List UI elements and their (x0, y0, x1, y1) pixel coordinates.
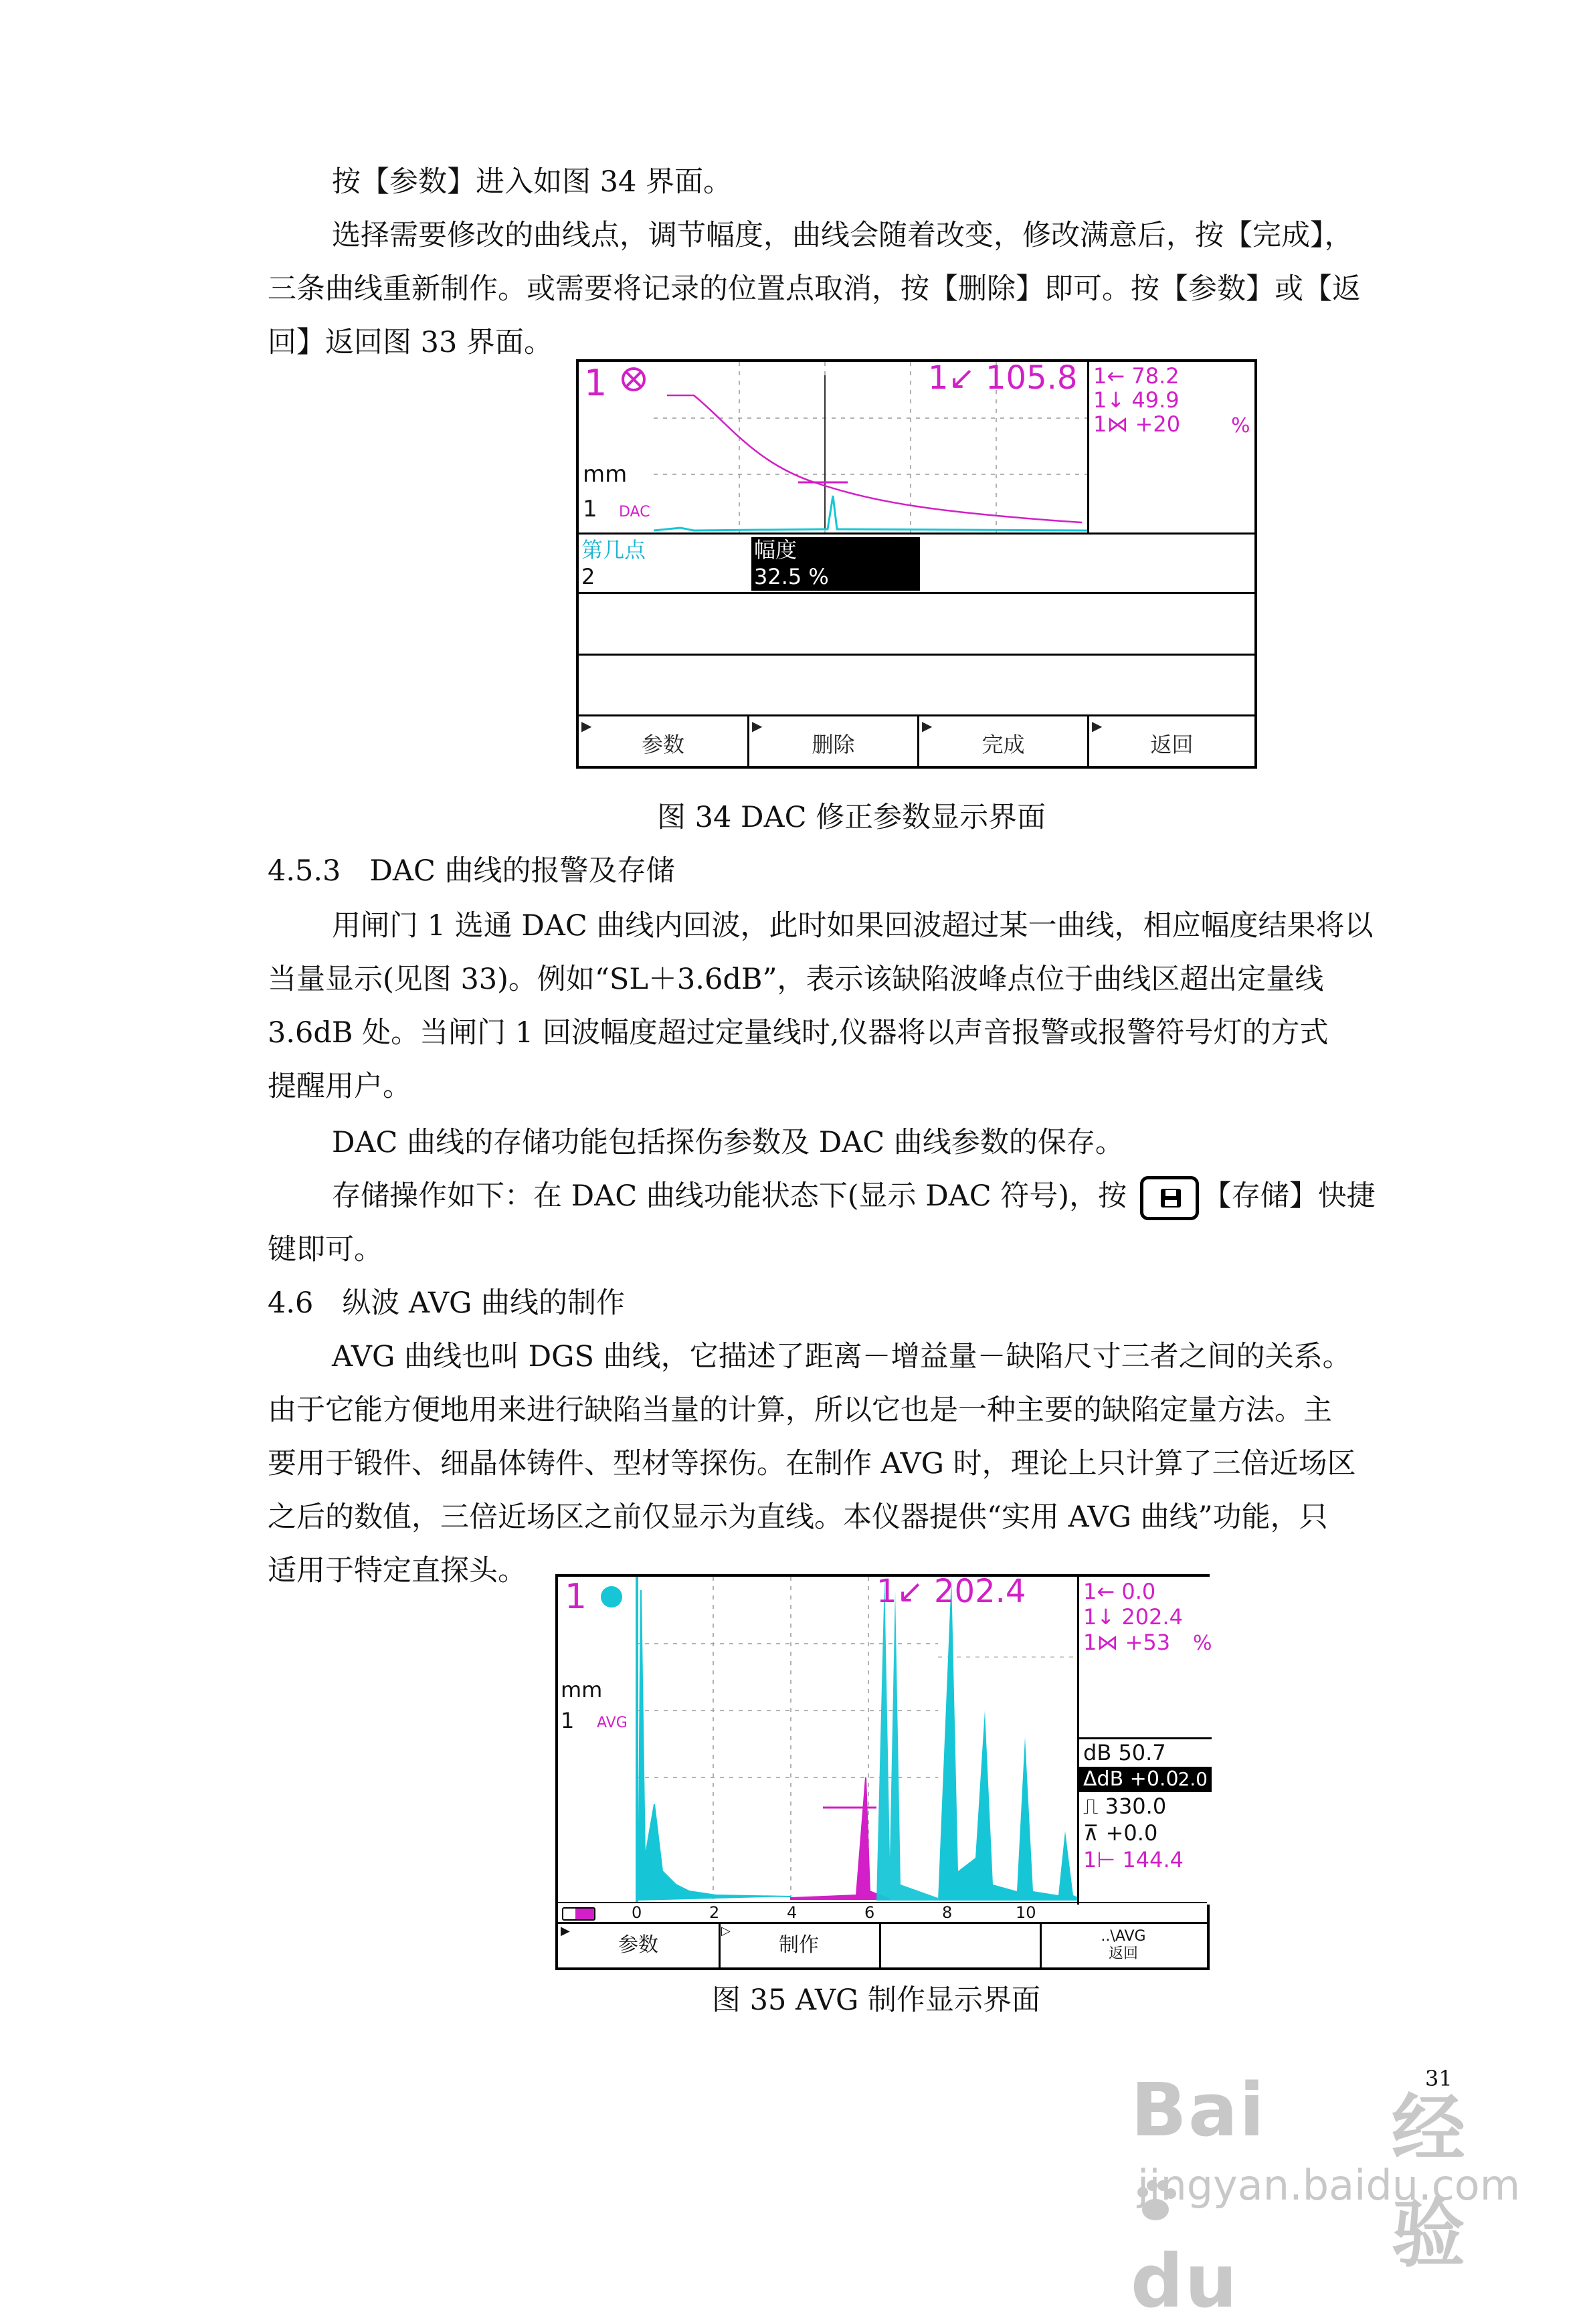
amplitude-field[interactable]: 幅度 32.5 % (751, 537, 920, 591)
mode-label: DAC (619, 504, 650, 520)
paragraph: 提醒用户。 (268, 1070, 411, 1103)
figure-35-caption: 图 35 AVG 制作显示界面 (712, 1983, 1041, 2017)
filled-circle-icon (599, 1585, 624, 1612)
mode-label: AVG (597, 1715, 628, 1731)
save-key-icon (1140, 1176, 1199, 1220)
paragraph: 适用于特定直探头。 (268, 1554, 527, 1587)
channel-label: 1 (561, 1708, 575, 1733)
softkey-delete[interactable]: ▶ 删除 (749, 716, 919, 766)
softkey-back[interactable]: ..\AVG 返回 (1101, 1928, 1146, 1962)
paragraph: 当量显示(见图 33)。例如“SL＋3.6dB”，表示该缺陷波峰点位于曲线区超出定量线 (268, 963, 1324, 996)
gain-readout: dB 50.7 (1083, 1740, 1166, 1765)
battery-icon (562, 1907, 595, 1921)
softkey-params[interactable]: ▶ 参数 (558, 1924, 721, 1969)
section-heading-4-5-3: 4.5.3 DAC 曲线的报警及存储 (268, 854, 675, 888)
paragraph: AVG 曲线也叫 DGS 曲线，它描述了距离－增益量－缺陷尺寸三者之间的关系。 (332, 1340, 1351, 1373)
unit-label: mm (583, 461, 628, 488)
percent-label: % (1231, 414, 1250, 438)
paragraph: 用闸门 1 选通 DAC 曲线内回波，此时如果回波超过某一曲线，相应幅度结果将以 (332, 909, 1374, 943)
channel-label: 1 (583, 496, 597, 522)
readout-distance: 1← 0.0 (1083, 1579, 1156, 1604)
tick-label: 8 (942, 1903, 953, 1922)
avg-plot (636, 1577, 938, 1905)
softkey-make[interactable]: ▷ 制作 (719, 1924, 881, 1969)
paragraph: 之后的数值，三倍近场区之前仅显示为直线。本仪器提供“实用 AVG 曲线”功能，只 (268, 1500, 1328, 1534)
paragraph: 键即可。 (268, 1233, 383, 1266)
readout-panel (1077, 1577, 1212, 1905)
readout-depth: 1↓ 49.9 (1093, 387, 1180, 413)
circle-x-icon (619, 365, 648, 397)
softkey-empty[interactable] (879, 1924, 1042, 1969)
delta-gain-field[interactable]: ΔdB +0.0 2.0 (1079, 1767, 1212, 1792)
dac-screen (576, 359, 1257, 769)
paragraph: 三条曲线重新制作。或需要将记录的位置点取消，按【删除】即可。按【参数】或【返 (268, 272, 1361, 306)
paragraph: 由于它能方便地用来进行缺陷当量的计算，所以它也是一种主要的缺陷定量方法。主 (268, 1393, 1332, 1427)
section-heading-4-6: 4.6 纵波 AVG 曲线的制作 (268, 1286, 626, 1320)
readout-depth: 1↓ 202.4 (1083, 1604, 1183, 1630)
tick-label: 4 (787, 1903, 798, 1922)
paragraph: 存储操作如下：在 DAC 曲线功能状态下(显示 DAC 符号)，按 【存储】快捷 (332, 1169, 1376, 1223)
avg-screen (555, 1574, 1210, 1970)
velocity-readout: ⎍ 330.0 (1083, 1794, 1167, 1819)
softkey-params[interactable]: ▶ 参数 (579, 716, 749, 766)
page-number: 31 (1425, 2066, 1453, 2091)
gate-number: 1 (584, 362, 607, 404)
softkey-back[interactable]: ▶ 返回 (1092, 718, 1194, 757)
paragraph: 回】返回图 33 界面。 (268, 326, 553, 359)
offset-readout: ⊼ +0.0 (1083, 1820, 1158, 1846)
paragraph: DAC 曲线的存储功能包括探伤参数及 DAC 曲线参数的保存。 (332, 1126, 1124, 1159)
paragraph: 选择需要修改的曲线点，调节幅度，曲线会随着改变，修改满意后，按【完成】， (332, 219, 1353, 252)
range-readout: 1⊢ 144.4 (1083, 1847, 1184, 1872)
softkey-finish[interactable]: ▶ 完成 (919, 716, 1089, 766)
tick-label: 0 (632, 1903, 642, 1922)
paragraph: 3.6dB 处。当闸门 1 回波幅度超过定量线时,仪器将以声音报警或报警符号灯的方式 (268, 1016, 1329, 1050)
paragraph: 按【参数】进入如图 34 界面。 (332, 165, 733, 199)
gain-step: 2.0 (1178, 1768, 1208, 1790)
readout-panel (1087, 362, 1262, 532)
readout-gain: 1⋈ +53 (1083, 1630, 1171, 1655)
tick-label: 10 (1016, 1903, 1036, 1922)
x-axis (558, 1902, 1207, 1923)
percent-label: % (1193, 1632, 1212, 1655)
readout-gain: 1⋈ +20 (1093, 411, 1181, 437)
tick-label: 2 (709, 1903, 720, 1922)
readout-distance: 1← 78.2 (1093, 363, 1180, 389)
tick-label: 6 (864, 1903, 875, 1922)
point-label: 第几点 (581, 537, 646, 563)
point-value[interactable]: 2 (581, 564, 595, 589)
unit-label: mm (561, 1677, 603, 1703)
paragraph: 要用于锻件、细晶体铸件、型材等探伤。在制作 AVG 时，理论上只计算了三倍近场区 (268, 1447, 1356, 1480)
avg-plot-right (938, 1577, 1080, 1905)
figure-34-caption: 图 34 DAC 修正参数显示界面 (657, 801, 1046, 834)
gate-number: 1 (565, 1577, 587, 1617)
amplitude-readout: 1↙ 202.4 (876, 1573, 1026, 1610)
amplitude-readout: 1↙ 105.8 (928, 359, 1078, 397)
